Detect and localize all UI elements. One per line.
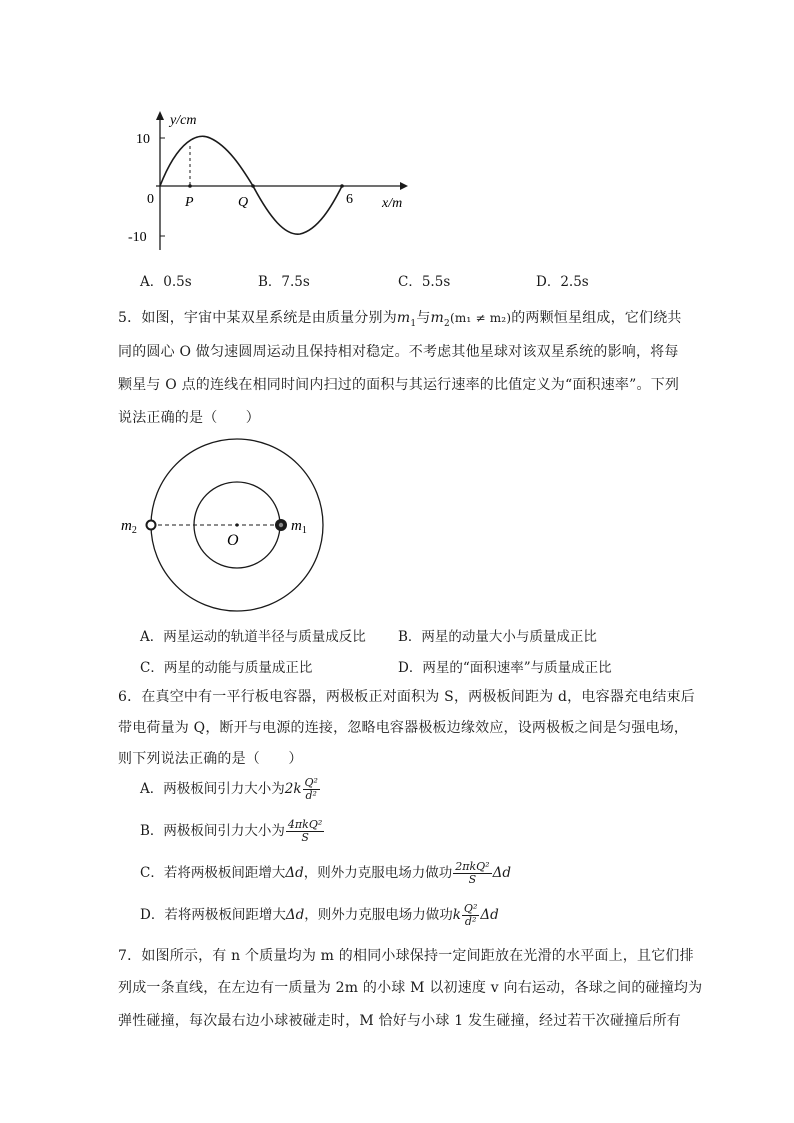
q5-line-2: 同的圆心 O 做匀速圆周运动且保持相对稳定。不考虑其他星球对该双星系统的影响，将每	[118, 344, 679, 360]
tick-6: 6	[346, 192, 353, 207]
q7-line-2: 列成一条直线，在左边有一质量为 2m 的小球 M 以初速度 v 向右运动，各球之间的碰撞均为	[118, 980, 703, 996]
point-q-label: Q	[238, 195, 249, 210]
point-6-dot	[340, 184, 344, 188]
q4-option-c: C．5.5s	[398, 274, 451, 290]
y-axis-arrow	[156, 111, 164, 120]
q5-line-3: 颗星与 O 点的连线在相同时间内扫过的面积与其运行速率的比值定义为“面积速率”。下列	[118, 377, 680, 393]
q4-option-d: D．2.5s	[536, 274, 589, 290]
star-m2	[147, 521, 156, 530]
q6-option-b: B．两极板间引力大小为 $\frac{\text{4πkQ²}}{S}$	[140, 818, 323, 844]
wave-chart	[110, 110, 420, 260]
label-m2: $m_2$	[121, 518, 137, 536]
x-axis-label: x/m	[382, 196, 403, 211]
point-p-dot	[188, 184, 192, 188]
q7-line-3: 弹性碰撞，每次最右边小球被碰走时，M 恰好与小球 1 发生碰撞，经过若干次碰撞后所有	[118, 1013, 681, 1029]
q6-option-a: A．两极板间引力大小为2k $\frac{\text{Q²}}{\text{d²}}$	[140, 776, 318, 802]
q5-line-1: 5．如图，宇宙中某双星系统是由质量分别为$m_1$与$m_2(m_1 \ne m_2)$的两颗恒星组成，它们绕共	[118, 310, 682, 329]
point-q-dot	[251, 184, 255, 188]
wave-curve	[160, 136, 342, 234]
q6-option-c: C．若将两极板间距增大Δd，则外力克服电场力做功 $\frac{\text{2πkQ²}}{S}$ Δd	[140, 860, 511, 886]
q7-line-1: 7．如图所示，有 n 个质量均为 m 的相同小球保持一定间距放在光滑的水平面上，且它们排	[118, 948, 694, 964]
x-axis-arrow	[400, 182, 408, 190]
center-o-dot	[235, 523, 238, 526]
q6-line-3: 则下列说法正确的是（ ）	[118, 751, 303, 767]
q5-option-a: A．两星运动的轨道半径与质量成反比	[140, 629, 366, 645]
point-p-label: P	[185, 195, 194, 210]
q6-line-1: 6．在真空中有一平行板电容器，两极板正对面积为 S，两极板间距为 d，电容器充电结束后	[118, 689, 695, 705]
y-axis-label: y/cm	[170, 113, 197, 128]
q5-option-d: D．两星的“面积速率”与质量成正比	[398, 660, 612, 676]
q5-line-4: 说法正确的是（ ）	[118, 410, 260, 426]
tick-neg10: -10	[128, 230, 147, 245]
label-o: O	[227, 532, 239, 549]
q4-option-a: A．0.5s	[140, 274, 192, 290]
q6-option-d: D．若将两极板间距增大Δd，则外力克服电场力做功k $\frac{\text{Q²}}{\text{d²}}$ Δd	[140, 902, 499, 928]
binary-star-diagram	[115, 438, 335, 618]
label-m1: $m_1$	[291, 518, 307, 536]
tick-10: 10	[136, 132, 150, 147]
origin-label: 0	[147, 192, 154, 207]
q5-option-b: B．两星的动量大小与质量成正比	[398, 629, 597, 645]
q5-option-c: C．两星的动能与质量成正比	[140, 660, 313, 676]
q4-option-b: B．7.5s	[258, 274, 310, 290]
q6-line-2: 带电荷量为 Q，断开与电源的连接，忽略电容器极板边缘效应，设两极板之间是匀强电场，	[118, 720, 689, 736]
